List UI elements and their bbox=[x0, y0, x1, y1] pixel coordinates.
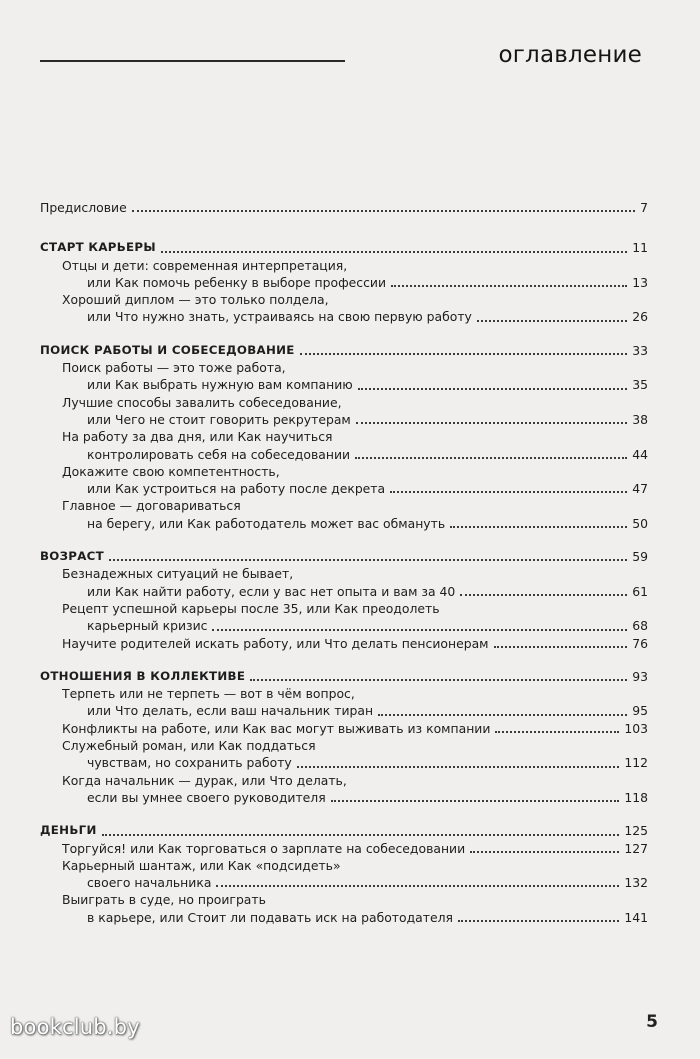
toc-section-heading bbox=[40, 342, 648, 359]
toc-section-heading-page: 125 bbox=[624, 823, 648, 839]
toc-preface-title: Предисловие bbox=[40, 200, 127, 215]
toc-entry-line2 bbox=[40, 308, 648, 325]
toc-entry-line1-text: Безнадежных ситуаций не бывает, bbox=[62, 566, 294, 582]
toc-entry-line2-page: 38 bbox=[632, 411, 648, 427]
toc-entry-line2-page: 95 bbox=[632, 703, 648, 719]
toc-entry-line1-text: Когда начальник — дурак, или Что делать, bbox=[62, 772, 347, 788]
toc-section-heading-page: 59 bbox=[632, 549, 648, 565]
toc-entry-text: Торгуйся! или Как торговаться о зарплате на собеседовании bbox=[62, 840, 466, 856]
toc-entry-line1-text: Карьерный шантаж, или Как «подсидеть» bbox=[62, 857, 341, 873]
toc-entry-line2-text: если вы умнее своего руководителя bbox=[87, 789, 326, 805]
toc-section bbox=[40, 342, 648, 532]
toc-entry-text: Конфликты на работе, или Как вас могут выживать из компании bbox=[62, 720, 491, 736]
toc-entry-line2-page: 47 bbox=[632, 481, 648, 497]
toc-entry-line2-text: или Чего не стоит говорить рекрутерам bbox=[87, 411, 351, 427]
dot-leader bbox=[470, 851, 619, 853]
toc-entry-line1-text: Поиск работы — это тоже работа, bbox=[62, 360, 286, 376]
toc-section-heading bbox=[40, 822, 648, 839]
dot-leader bbox=[132, 210, 635, 212]
toc-preface-page: 7 bbox=[640, 200, 648, 215]
toc-section-heading-text: ПОИСК РАБОТЫ И СОБЕСЕДОВАНИЕ bbox=[40, 342, 295, 357]
dot-leader bbox=[458, 920, 619, 922]
toc-entry-line1 bbox=[40, 857, 648, 874]
toc-entry-line2-text: или Как найти работу, если у вас нет опыта и вам за 40 bbox=[87, 583, 456, 599]
toc-entry-page: 103 bbox=[624, 720, 648, 736]
dot-leader bbox=[390, 491, 627, 493]
toc-entry-line2-text: или Как устроиться на работу после декрета bbox=[87, 481, 386, 497]
dot-leader bbox=[450, 526, 627, 528]
dot-leader bbox=[212, 629, 627, 631]
toc-entry-line1-text: Главное — договариваться bbox=[62, 498, 241, 514]
toc-entry-line2-text: чувствам, но сохранить работу bbox=[87, 755, 292, 771]
toc-entry-line2 bbox=[40, 617, 648, 634]
toc-entry-line2-text: или Что нужно знать, устраиваясь на свою первую работу bbox=[87, 309, 472, 325]
toc-entry-line1 bbox=[40, 600, 648, 617]
page-number: 5 bbox=[646, 1012, 658, 1032]
toc-section bbox=[40, 239, 648, 325]
toc-entry-line2 bbox=[40, 702, 648, 719]
dot-leader bbox=[391, 285, 627, 287]
toc-entry-line1 bbox=[40, 359, 648, 376]
toc-entry-line2 bbox=[40, 376, 648, 393]
toc-entry-line1 bbox=[40, 428, 648, 445]
toc-entry-line2-page: 61 bbox=[632, 583, 648, 599]
page-title: оглавление bbox=[498, 42, 642, 68]
toc-entry-line2-text: своего начальника bbox=[87, 875, 212, 891]
dot-leader bbox=[358, 388, 628, 390]
toc-entry-line2-page: 26 bbox=[632, 309, 648, 325]
toc-entry-line2-page: 44 bbox=[632, 446, 648, 462]
toc-entry-line1 bbox=[40, 891, 648, 908]
toc-entry-line2 bbox=[40, 874, 648, 891]
toc-entry-line2-text: или Как выбрать нужную вам компанию bbox=[87, 377, 353, 393]
toc-entry-line1-text: Рецепт успешной карьеры после 35, или Как преодолеть bbox=[62, 600, 440, 616]
toc-section-heading-page: 11 bbox=[632, 240, 648, 256]
toc-entry-line2-page: 132 bbox=[624, 875, 648, 891]
dot-leader bbox=[161, 251, 627, 253]
dot-leader bbox=[495, 731, 619, 733]
toc-entry-line2-text: или Что делать, если ваш начальник тиран bbox=[87, 703, 374, 719]
toc-entry-text: Научите родителей искать работу, или Что делать пенсионерам bbox=[62, 635, 489, 651]
toc-entry-line2-text: на берегу, или Как работодатель может вас обмануть bbox=[87, 515, 446, 531]
toc-entry-line2-text: или Как помочь ребенку в выборе профессии bbox=[87, 274, 387, 290]
toc-entry bbox=[40, 635, 648, 652]
toc-entry bbox=[40, 720, 648, 737]
dot-leader bbox=[460, 594, 627, 596]
toc-entry-line2-page: 118 bbox=[624, 789, 648, 805]
toc-entry-line2-page: 13 bbox=[632, 274, 648, 290]
dot-leader bbox=[355, 457, 627, 459]
toc-section-heading-page: 33 bbox=[632, 342, 648, 358]
toc-entry-line1-text: Хороший диплом — это только полдела, bbox=[62, 292, 329, 308]
dot-leader bbox=[102, 834, 620, 836]
dot-leader bbox=[378, 714, 627, 716]
toc-section bbox=[40, 548, 648, 652]
toc-entry-line2 bbox=[40, 515, 648, 532]
toc-sections bbox=[40, 239, 648, 926]
toc-entry-line2-text: в карьере, или Стоит ли подавать иск на работодателя bbox=[87, 909, 453, 925]
toc-entry-line1-text: Отцы и дети: современная интерпретация, bbox=[62, 257, 348, 273]
toc-entry-line2-page: 50 bbox=[632, 515, 648, 531]
toc-entry-line2 bbox=[40, 909, 648, 926]
toc-entry-line1 bbox=[40, 565, 648, 582]
toc-section bbox=[40, 822, 648, 926]
toc-entry-line2-text: контролировать себя на собеседовании bbox=[87, 446, 351, 462]
toc-section-heading-text: ОТНОШЕНИЯ В КОЛЛЕКТИВЕ bbox=[40, 668, 246, 683]
dot-leader bbox=[494, 646, 628, 648]
toc-entry-line2 bbox=[40, 446, 648, 463]
toc-entry-line2 bbox=[40, 480, 648, 497]
toc-entry-line1 bbox=[40, 772, 648, 789]
toc-entry-page: 127 bbox=[624, 840, 648, 856]
toc-entry-line2 bbox=[40, 583, 648, 600]
toc-section-heading-text: ВОЗРАСТ bbox=[40, 549, 104, 564]
toc-entry-line1 bbox=[40, 257, 648, 274]
dot-leader bbox=[109, 559, 627, 561]
dot-leader bbox=[477, 320, 627, 322]
toc-preface bbox=[40, 199, 648, 216]
toc-entry-line2 bbox=[40, 411, 648, 428]
dot-leader bbox=[297, 766, 620, 768]
dot-leader bbox=[216, 885, 619, 887]
toc-entry-line1-text: Терпеть или не терпеть — вот в чём вопрос, bbox=[62, 686, 355, 702]
toc-entry-line2 bbox=[40, 789, 648, 806]
toc-section-heading-page: 93 bbox=[632, 668, 648, 684]
toc-entry-line1-text: На работу за два дня, или Как научиться bbox=[62, 429, 333, 445]
toc-section-heading bbox=[40, 239, 648, 256]
toc-entry bbox=[40, 840, 648, 857]
dot-leader bbox=[356, 422, 627, 424]
toc-section-heading bbox=[40, 548, 648, 565]
toc-entry-line2-page: 112 bbox=[624, 755, 648, 771]
toc-entry-line2-page: 141 bbox=[624, 909, 648, 925]
toc-section-heading bbox=[40, 668, 648, 685]
toc-entry-line1 bbox=[40, 685, 648, 702]
toc-entry-line1-text: Выиграть в суде, но проиграть bbox=[62, 892, 266, 908]
toc-entry-line1-text: Докажите свою компетентность, bbox=[62, 463, 280, 479]
toc-entry-line1 bbox=[40, 497, 648, 514]
toc-entry-line2 bbox=[40, 754, 648, 771]
watermark: bookclub.by bbox=[10, 1015, 140, 1039]
dot-leader bbox=[300, 353, 628, 355]
toc-section-heading-text: СТАРТ КАРЬЕРЫ bbox=[40, 240, 156, 255]
toc-entry-line1 bbox=[40, 394, 648, 411]
toc-entry-line1 bbox=[40, 463, 648, 480]
table-of-contents bbox=[40, 199, 648, 926]
toc-section-heading-text: ДЕНЬГИ bbox=[40, 823, 97, 838]
toc-entry-line1-text: Лучшие способы завалить собеседование, bbox=[62, 394, 342, 410]
toc-entry-page: 76 bbox=[632, 635, 648, 651]
header-rule bbox=[40, 60, 345, 62]
toc-entry-line2-page: 35 bbox=[632, 377, 648, 393]
dot-leader bbox=[331, 800, 620, 802]
toc-entry-line2-text: карьерный кризис bbox=[87, 618, 208, 634]
toc-section bbox=[40, 668, 648, 806]
toc-entry-line2 bbox=[40, 274, 648, 291]
toc-entry-line1 bbox=[40, 291, 648, 308]
dot-leader bbox=[250, 679, 627, 681]
toc-entry-line1-text: Служебный роман, или Как поддаться bbox=[62, 738, 316, 754]
toc-entry-line1 bbox=[40, 737, 648, 754]
toc-entry-line2-page: 68 bbox=[632, 618, 648, 634]
